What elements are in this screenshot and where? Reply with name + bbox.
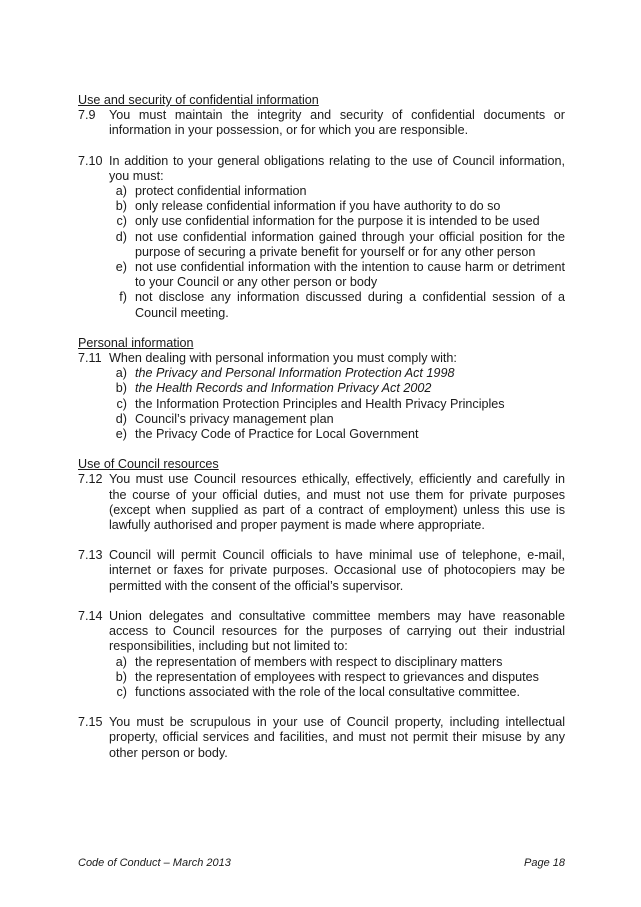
list-item-text: the Privacy and Personal Information Protection Act 1998 — [135, 366, 455, 381]
clause-number: 7.10 — [78, 153, 103, 168]
list-item-text: not disclose any information discussed during a confidential session of a Council meeting. — [135, 290, 565, 320]
list-item — [109, 670, 565, 685]
list-item — [109, 397, 565, 412]
list-item — [109, 214, 565, 229]
section-heading: Personal information — [78, 335, 194, 350]
clause-text: You must maintain the integrity and security of confidential documents or information in your possession, or for which you are responsible. — [109, 108, 565, 138]
section-council-resources — [78, 457, 565, 760]
list-letter: d) — [115, 411, 127, 426]
list-letter: c) — [116, 684, 127, 699]
clause-number: 7.12 — [78, 472, 103, 487]
clause-text: Union delegates and consultative committee members may have reasonable access to Council resources for the purposes of carrying out their industrial responsibilities, including but not limited to: — [109, 608, 565, 654]
list-item-text: only use confidential information for the purpose it is intended to be used — [135, 214, 540, 229]
list-item — [109, 199, 565, 214]
list-letter: b) — [115, 381, 127, 396]
list-item-text: only release confidential information if you have authority to do so — [135, 199, 501, 214]
clause-7-15 — [78, 715, 565, 761]
page-footer — [78, 856, 565, 871]
clause-number: 7.11 — [78, 351, 102, 366]
list-item — [109, 290, 565, 320]
list-item-text: Council’s privacy management plan — [135, 411, 334, 426]
clause-number: 7.15 — [78, 715, 103, 730]
clause-7-12 — [78, 472, 565, 533]
list-item — [109, 655, 565, 670]
list-item — [109, 381, 565, 396]
list-item — [109, 230, 565, 260]
clause-text: Council will permit Council officials to have minimal use of telephone, e-mail, internet or faxes for private purposes. Occasional use of photocopiers may be permitted with the consent of the official’s supervisor. — [109, 548, 565, 593]
list-letter: a) — [115, 366, 127, 381]
section-heading: Use and security of confidential information — [78, 93, 319, 107]
list-item-text: not use confidential information gained through your official position for the purpose of securing a private benefit for yourself or for any other person — [135, 229, 565, 259]
page-content — [78, 93, 565, 761]
list-letter: e) — [115, 427, 127, 442]
list-letter: a) — [115, 184, 127, 199]
list-item — [109, 685, 565, 700]
list-item-text: the Health Records and Information Privacy Act 2002 — [135, 381, 432, 396]
list-item — [109, 260, 565, 290]
list-item — [109, 184, 565, 199]
clause-7-13 — [78, 548, 565, 594]
footer-document-title: Code of Conduct – March 2013 — [78, 857, 231, 869]
list-item — [109, 366, 565, 381]
section-confidential-information — [78, 93, 565, 321]
clause-number: 7.9 — [78, 108, 96, 123]
clause-7-10 — [78, 154, 565, 184]
section-heading: Use of Council resources — [78, 457, 219, 472]
list-item-text: functions associated with the role of the local consultative committee. — [135, 684, 521, 699]
clause-7-9 — [78, 108, 565, 138]
list-letter: d) — [115, 229, 127, 244]
list-item-text: the representation of members with respect to disciplinary matters — [135, 654, 503, 669]
list-letter: c) — [116, 214, 127, 229]
list-item-text: the Privacy Code of Practice for Local Government — [135, 427, 419, 442]
list-letter: b) — [115, 669, 127, 684]
clause-number: 7.13 — [78, 548, 103, 563]
clause-7-14 — [78, 609, 565, 655]
list-letter: a) — [115, 654, 127, 669]
clause-7-14-list — [109, 655, 565, 701]
list-item-text: the Information Protection Principles and Health Privacy Principles — [135, 396, 505, 411]
clause-7-10-list — [109, 184, 565, 321]
list-item-text: the representation of employees with respect to grievances and disputes — [135, 669, 539, 684]
clause-text: You must be scrupulous in your use of Council property, including intellectual property, official services and facilities, and must not permit their misuse by any other person or body. — [109, 715, 565, 760]
list-item — [109, 412, 565, 427]
list-letter: e) — [115, 260, 127, 275]
clause-number: 7.14 — [78, 608, 103, 623]
list-letter: c) — [116, 396, 127, 411]
list-item-text: not use confidential information with the intention to cause harm or detriment to your Council or any other person or body — [135, 260, 565, 290]
list-item-text: protect confidential information — [135, 184, 307, 199]
clause-7-11 — [78, 351, 565, 366]
clause-7-11-list — [109, 366, 565, 442]
footer-page-number: Page 18 — [524, 857, 565, 869]
list-item — [109, 427, 565, 442]
section-personal-information — [78, 336, 565, 442]
list-letter: b) — [115, 199, 127, 214]
clause-text: In addition to your general obligations relating to the use of Council information, you must: — [109, 153, 565, 183]
list-letter: f) — [119, 290, 127, 305]
clause-text: When dealing with personal information you must comply with: — [109, 351, 457, 366]
clause-text: You must use Council resources ethically, effectively, efficiently and carefully in the course of your official duties, and must not use them for private purposes (except when supplied as part of a contract of employment) unless this use is lawfully authorised and proper payment is made where appropriate. — [109, 472, 565, 533]
